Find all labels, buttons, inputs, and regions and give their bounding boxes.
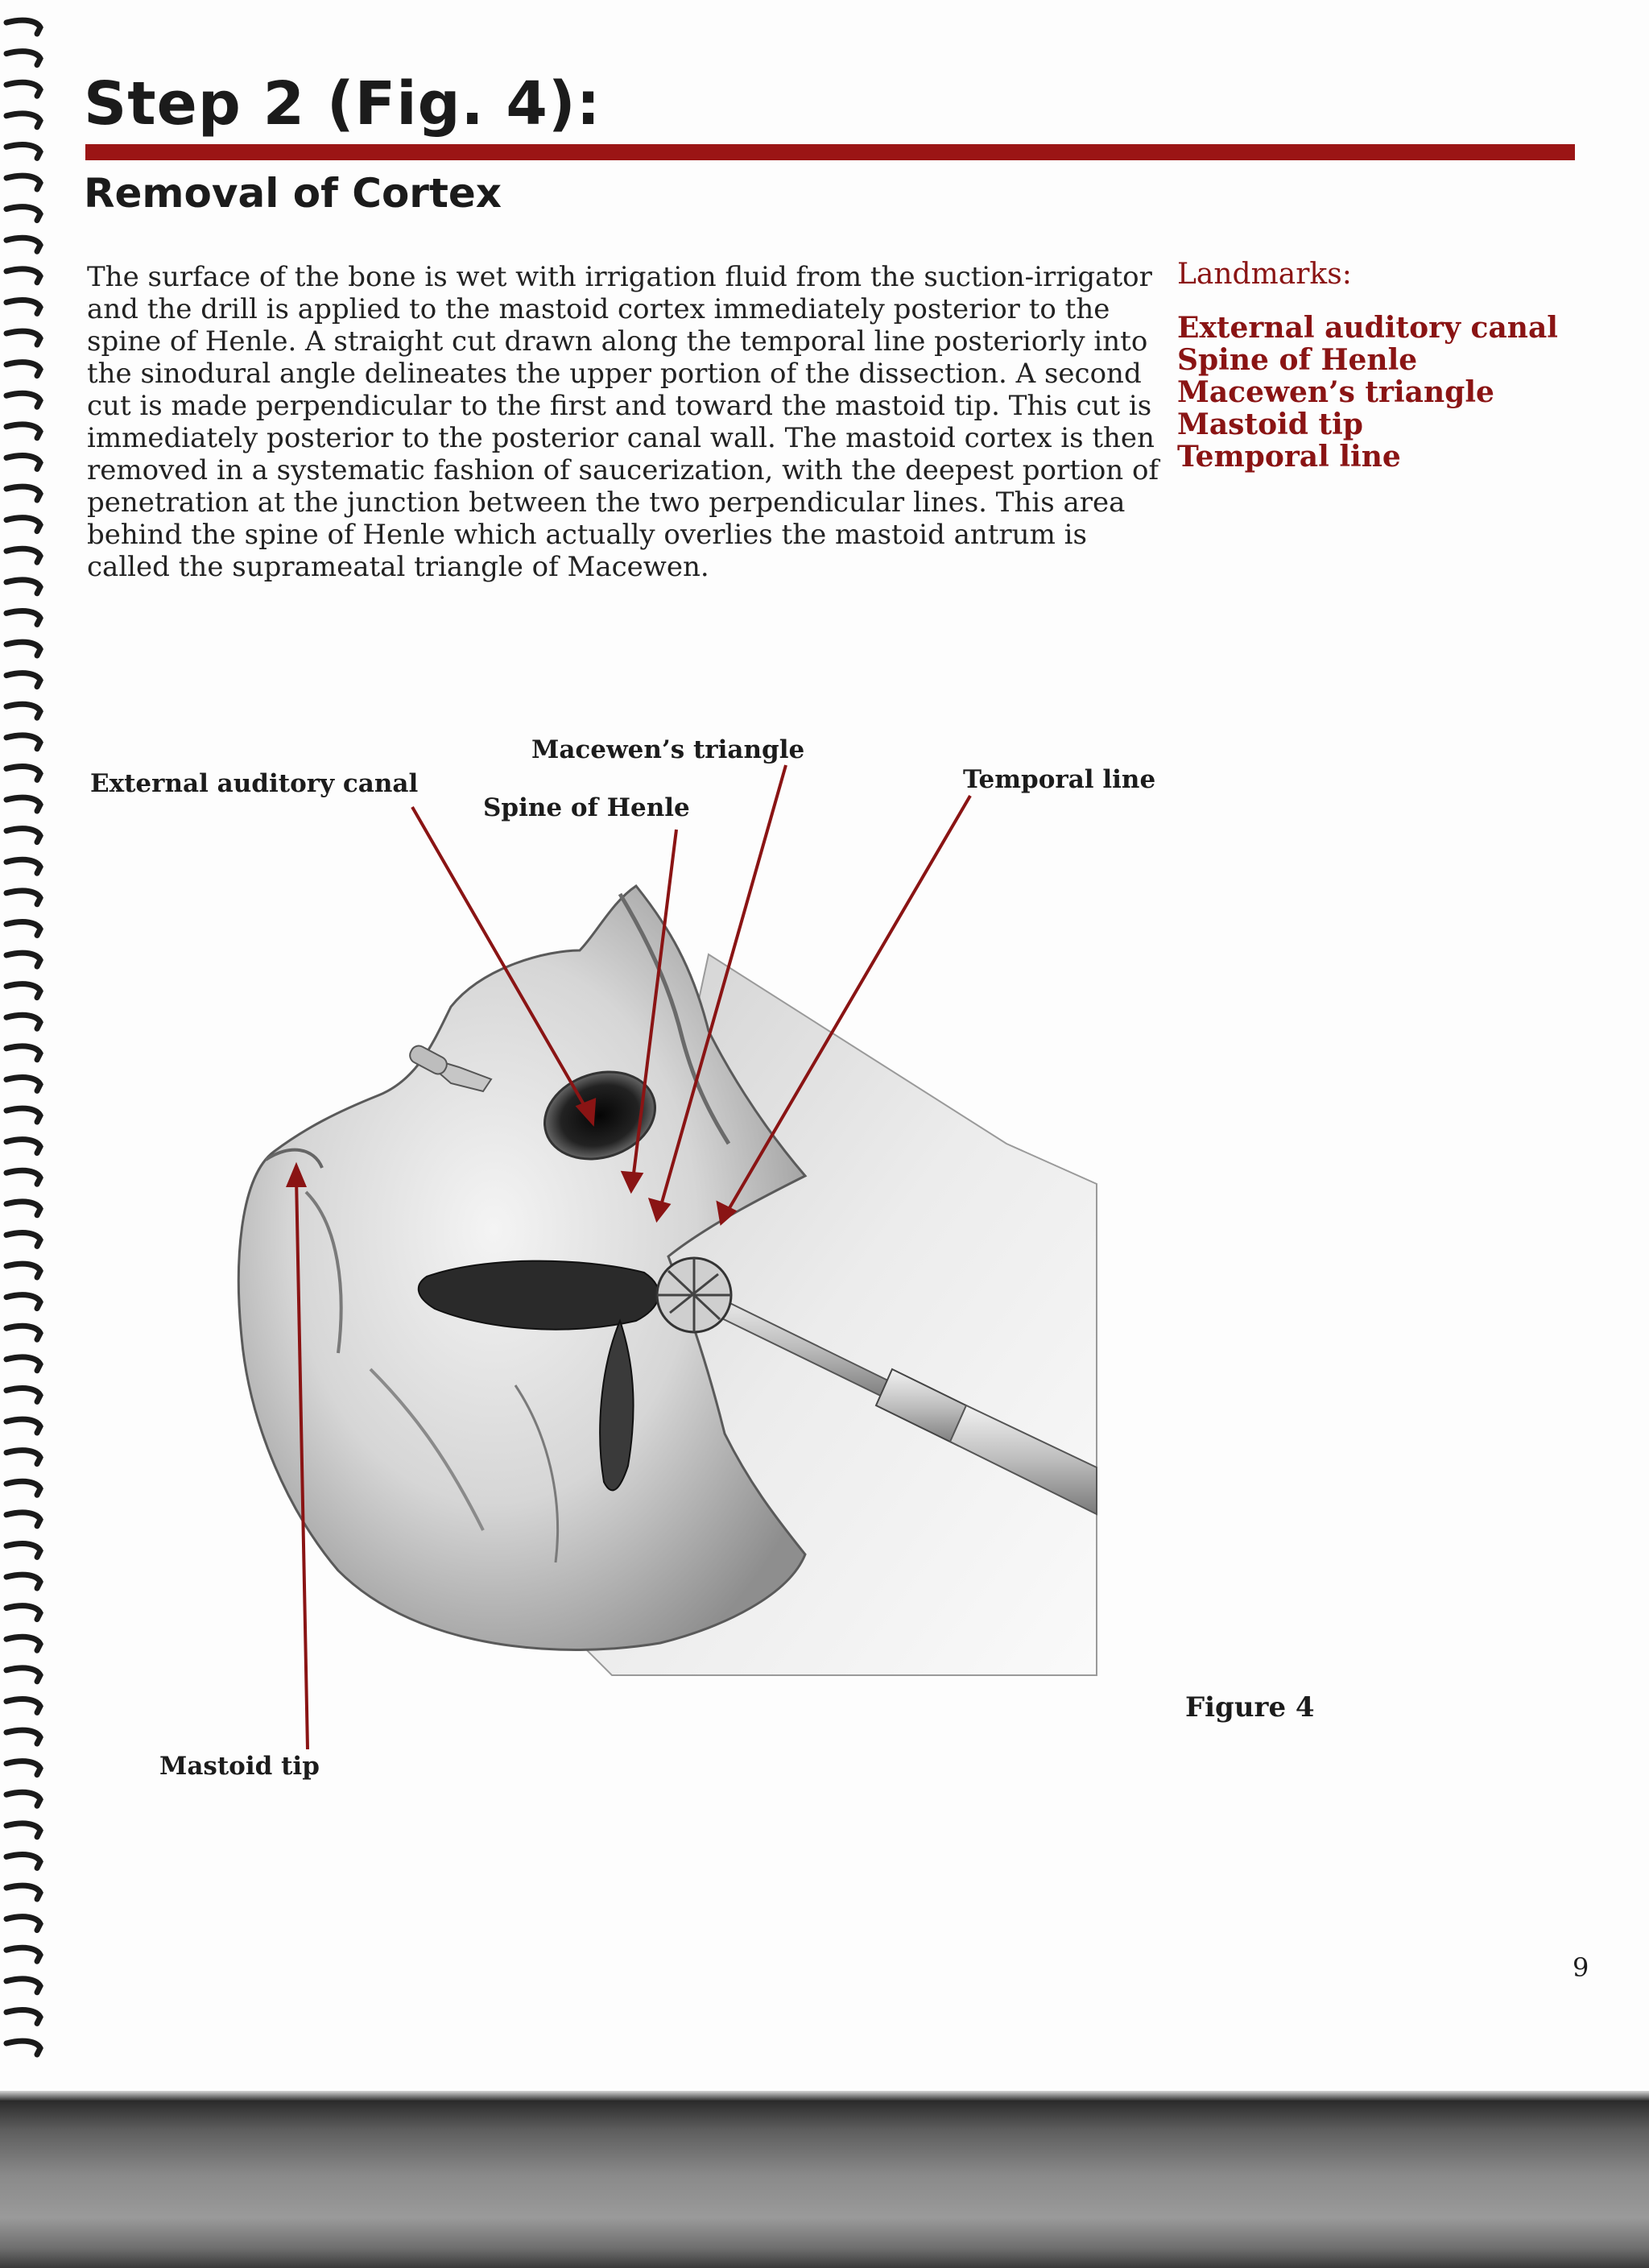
spiral-coil	[6, 642, 40, 656]
spiral-coil	[6, 176, 40, 189]
landmark-item: Macewen’s triangle	[1177, 375, 1494, 409]
spiral-coil	[6, 548, 40, 562]
landmarks-list	[1177, 312, 1628, 473]
spiral-coil	[6, 362, 40, 376]
step-title: Step 2 (Fig. 4):	[84, 69, 601, 139]
spiral-coil	[6, 456, 40, 470]
label-mastoid-tip: Mastoid tip	[159, 1752, 320, 1781]
spiral-coil	[6, 82, 40, 96]
spiral-coil	[6, 1947, 40, 1961]
section-title: Removal of Cortex	[84, 170, 502, 217]
landmark-item: External auditory canal	[1177, 311, 1558, 345]
spiral-coil	[6, 238, 40, 251]
landmark-item: Spine of Henle	[1177, 343, 1418, 377]
body-paragraph: The surface of the bone is wet with irrigation fluid from the suction-irrigator and the drill is applied to the mastoid cortex immediately posterior to the spine of Henle. A straight cut drawn along the temporal line posteriorly into the sinodural angle delineates the upper portion of the dissection. A second cut is made perpendicular to the first and toward the mastoid tip. This cut is immediately posterior to the posterior canal wall. The mastoid cortex is then removed in a systematic fashion of saucerization, with the deepest portion of penetration at the junction between the two perpendicular lines. This area behind the spine of Henle which actually overlies the mastoid antrum is called the suprameatal triangle of Macewen.	[87, 261, 1159, 583]
spiral-coil	[6, 486, 40, 500]
label-external-auditory-canal: External auditory canal	[90, 769, 419, 798]
spiral-coil	[6, 52, 40, 65]
spiral-coil	[6, 2010, 40, 2024]
temporal-bone-illustration	[0, 709, 1176, 1788]
spiral-coil	[6, 1792, 40, 1806]
spiral-coil	[6, 114, 40, 127]
spiral-coil	[6, 2041, 40, 2055]
scan-background	[0, 2100, 1649, 2268]
spiral-coil	[6, 580, 40, 594]
spiral-coil	[6, 331, 40, 345]
title-divider	[85, 144, 1575, 160]
spiral-coil	[6, 1855, 40, 1869]
spiral-coil	[6, 145, 40, 159]
landmark-item: Mastoid tip	[1177, 408, 1363, 441]
label-temporal-line: Temporal line	[963, 765, 1156, 794]
spiral-coil	[6, 518, 40, 532]
spiral-coil	[6, 269, 40, 283]
page-number: 9	[1573, 1952, 1589, 1983]
landmarks-box	[1177, 258, 1628, 473]
spiral-coil	[6, 1823, 40, 1837]
figure-4	[0, 709, 1176, 1788]
spiral-coil	[6, 393, 40, 407]
spiral-coil	[6, 611, 40, 625]
figure-caption: Figure 4	[1185, 1691, 1315, 1724]
landmark-item: Temporal line	[1177, 440, 1401, 474]
spiral-coil	[6, 673, 40, 687]
spiral-coil	[6, 1917, 40, 1931]
landmarks-heading: Landmarks:	[1177, 258, 1352, 291]
spiral-coil	[6, 207, 40, 221]
spiral-coil	[6, 20, 40, 34]
spiral-coil	[6, 300, 40, 314]
label-spine-of-henle: Spine of Henle	[483, 793, 690, 822]
label-macewens-triangle: Macewen’s triangle	[531, 735, 805, 764]
spiral-coil	[6, 1979, 40, 1993]
spiral-coil	[6, 424, 40, 438]
spiral-coil	[6, 1885, 40, 1899]
